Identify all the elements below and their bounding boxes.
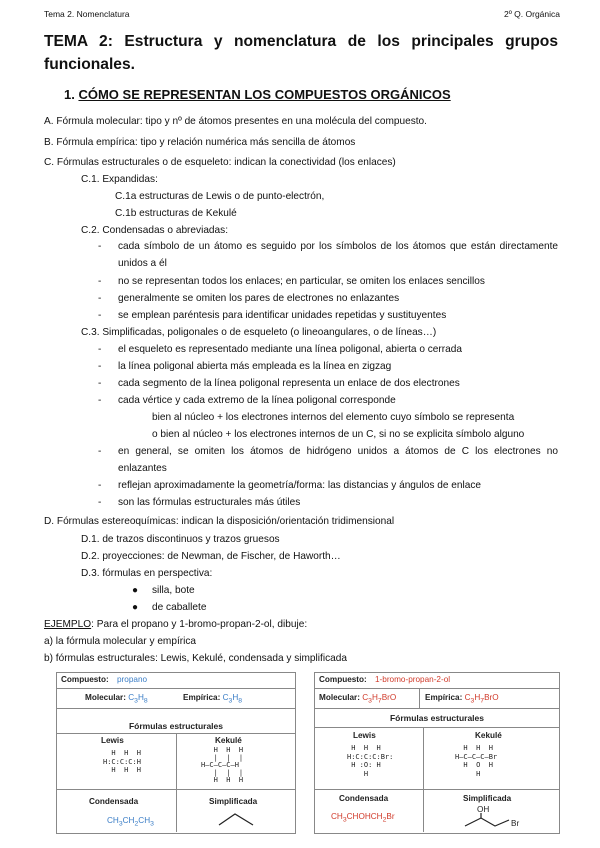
compuesto-value: 1-bromo-propan-2-ol (375, 675, 451, 684)
line-c2-3: generalmente se omiten los pares de electrones no enlazantes (118, 293, 400, 304)
condensada-label: Condensada (89, 797, 139, 806)
line-c3-5: en general, se omiten los átomos de hidrógeno unidos a átomos de C los electrones no enlazantes (118, 446, 558, 474)
formulas-estructurales-label: Fórmulas estructurales (389, 713, 484, 723)
line-c3-7: son las fórmulas estructurales más útiles (118, 497, 301, 508)
row-formulas-title (315, 709, 559, 728)
line-c2-1: cada símbolo de un átomo es seguido por los símbolos de los átomos que están directamente unidos a él (118, 241, 558, 269)
empirica-label: Empírica: $C_3H_8$ (183, 693, 243, 705)
line-c3-4b: o bien al núcleo + los electrones internos de un C, si no se explicita símbolo alguno (152, 429, 525, 440)
line-a-lower: a) la fórmula molecular y empírica (44, 636, 197, 647)
kekule-label: Kekulé (475, 731, 502, 740)
dash: - (98, 497, 102, 508)
page-header-left: Tema 2. Nomenclatura (44, 9, 130, 19)
row-lewis-kekule (57, 734, 295, 790)
row-compuesto (57, 673, 295, 689)
line-d3-2: de caballete (152, 602, 207, 613)
line-c2-2: no se representan todos los enlaces; en particular, se omiten los enlaces sencillos (118, 276, 485, 287)
simplificada-label: Simplificada (463, 794, 512, 803)
compuesto-label: Compuesto: (61, 675, 109, 684)
dash: - (98, 480, 102, 491)
kekule-structure: H H H H–C–C–C–Br H O H H (455, 744, 498, 778)
section-title-text: CÓMO SE REPRESENTAN LOS COMPUESTOS ORGÁNICOS (78, 87, 451, 102)
lewis-label: Lewis (101, 736, 124, 745)
line-c1b: C.1b estructuras de Kekulé (115, 208, 237, 219)
skeleton-br-label: Br (511, 819, 520, 828)
condensada-label: Condensada (339, 794, 389, 803)
skeleton-oh-label: OH (477, 805, 490, 814)
bullet-icon: ● (132, 585, 139, 596)
table-bromo (314, 672, 560, 834)
line-b: B. Fórmula empírica: tipo y relación numérica más sencilla de átomos (44, 137, 356, 148)
line-ejemplo (44, 619, 307, 631)
dash: - (98, 241, 102, 252)
dash: - (98, 395, 102, 406)
section-number: 1. (64, 87, 75, 102)
section-title (64, 87, 451, 102)
bullet-icon: ● (132, 602, 139, 613)
compuesto-label: Compuesto: (319, 675, 367, 684)
dash: - (98, 361, 102, 372)
row-lewis-kekule (315, 728, 559, 790)
compuesto-value: propano (117, 675, 148, 684)
line-d2: D.2. proyecciones: de Newman, de Fischer, de Haworth… (81, 551, 341, 562)
condensada-value: $CH_3CHOHCH_2Br$ (331, 812, 395, 824)
line-c3-3: cada segmento de la línea poligonal representa un enlace de dos electrones (118, 378, 460, 389)
line-b-lower: b) fórmulas estructurales: Lewis, Kekulé, condensada y simplificada (44, 653, 347, 664)
row-compuesto (315, 673, 559, 689)
line-d: D. Fórmulas estereoquímicas: indican la disposición/orientación tridimensional (44, 516, 395, 527)
line-c2-4: se emplean paréntesis para identificar unidades repetidas y sustituyentes (118, 310, 447, 321)
molecular-label: Molecular: $C_3H_7BrO$ (319, 693, 397, 705)
line-c3-4a: bien al núcleo + los electrones internos del elemento cuyo símbolo se representa (152, 412, 515, 423)
molecular-label: Molecular: $C_3H_8$ (85, 693, 148, 705)
line-d1: D.1. de trazos discontinuos y trazos gruesos (81, 534, 280, 545)
line-a: A. Fórmula molecular: tipo y nº de átomos presentes en una molécula del compuesto. (44, 116, 427, 127)
ejemplo-text: : Para el propano y 1-bromo-propan-2-ol, dibuje: (91, 619, 308, 630)
lewis-structure: H H H H:C:C:C:Br: H :O: H H (347, 744, 394, 778)
line-c2: C.2. Condensadas o abreviadas: (81, 225, 229, 236)
empirica-label: Empírica: $C_3H_7BrO$ (425, 693, 499, 705)
line-d3-1: silla, bote (152, 585, 195, 596)
dash: - (98, 446, 102, 457)
row-condensada (57, 790, 295, 832)
formulas-estructurales-label: Fórmulas estructurales (128, 721, 223, 731)
row-condensada (315, 790, 559, 832)
simplificada-label: Simplificada (209, 797, 258, 806)
table-propano (56, 672, 296, 834)
condensada-value: $CH_3CH_2CH_3$ (107, 816, 154, 828)
dash: - (98, 276, 102, 287)
row-molecular (315, 689, 559, 709)
row-formulas-title (57, 709, 295, 734)
zigzag-skeleton (463, 812, 513, 830)
line-c3-4: cada vértice y cada extremo de la línea poligonal corresponde (118, 395, 396, 406)
dash: - (98, 378, 102, 389)
line-c3: C.3. Simplificadas, poligonales o de esqueleto (o lineoangulares, o de líneas…) (81, 327, 437, 338)
dash: - (98, 344, 102, 355)
lewis-label: Lewis (353, 731, 376, 740)
zigzag-skeleton (217, 810, 257, 828)
line-c1: C.1. Expandidas: (81, 174, 158, 185)
line-c3-2: la línea poligonal abierta más empleada es la línea en zigzag (118, 361, 392, 372)
page-header-right: 2º Q. Orgánica (503, 9, 560, 19)
dash: - (98, 293, 102, 304)
kekule-label: Kekulé (215, 736, 242, 745)
line-c3-6: reflejan aproximadamente la geometría/forma: las distancias y ángulos de enlace (118, 480, 482, 491)
line-c3-1: el esqueleto es representado mediante una línea poligonal, abierta o cerrada (118, 344, 462, 355)
ejemplo-label: EJEMPLO (44, 619, 92, 630)
line-c1a: C.1a estructuras de Lewis o de punto-electrón, (115, 191, 325, 202)
line-c: C. Fórmulas estructurales o de esqueleto: indican la conectividad (los enlaces) (44, 157, 396, 168)
row-molecular (57, 689, 295, 709)
dash: - (98, 310, 102, 321)
page-title: TEMA 2: Estructura y nomenclatura de los principales grupos funcionales. (44, 33, 558, 73)
line-d3: D.3. fórmulas en perspectiva: (81, 568, 213, 579)
kekule-structure: H H H | | | H–C–C–C–H | | | H H H (201, 746, 244, 784)
lewis-structure: H H H H:C:C:C:H H H H (103, 749, 141, 774)
